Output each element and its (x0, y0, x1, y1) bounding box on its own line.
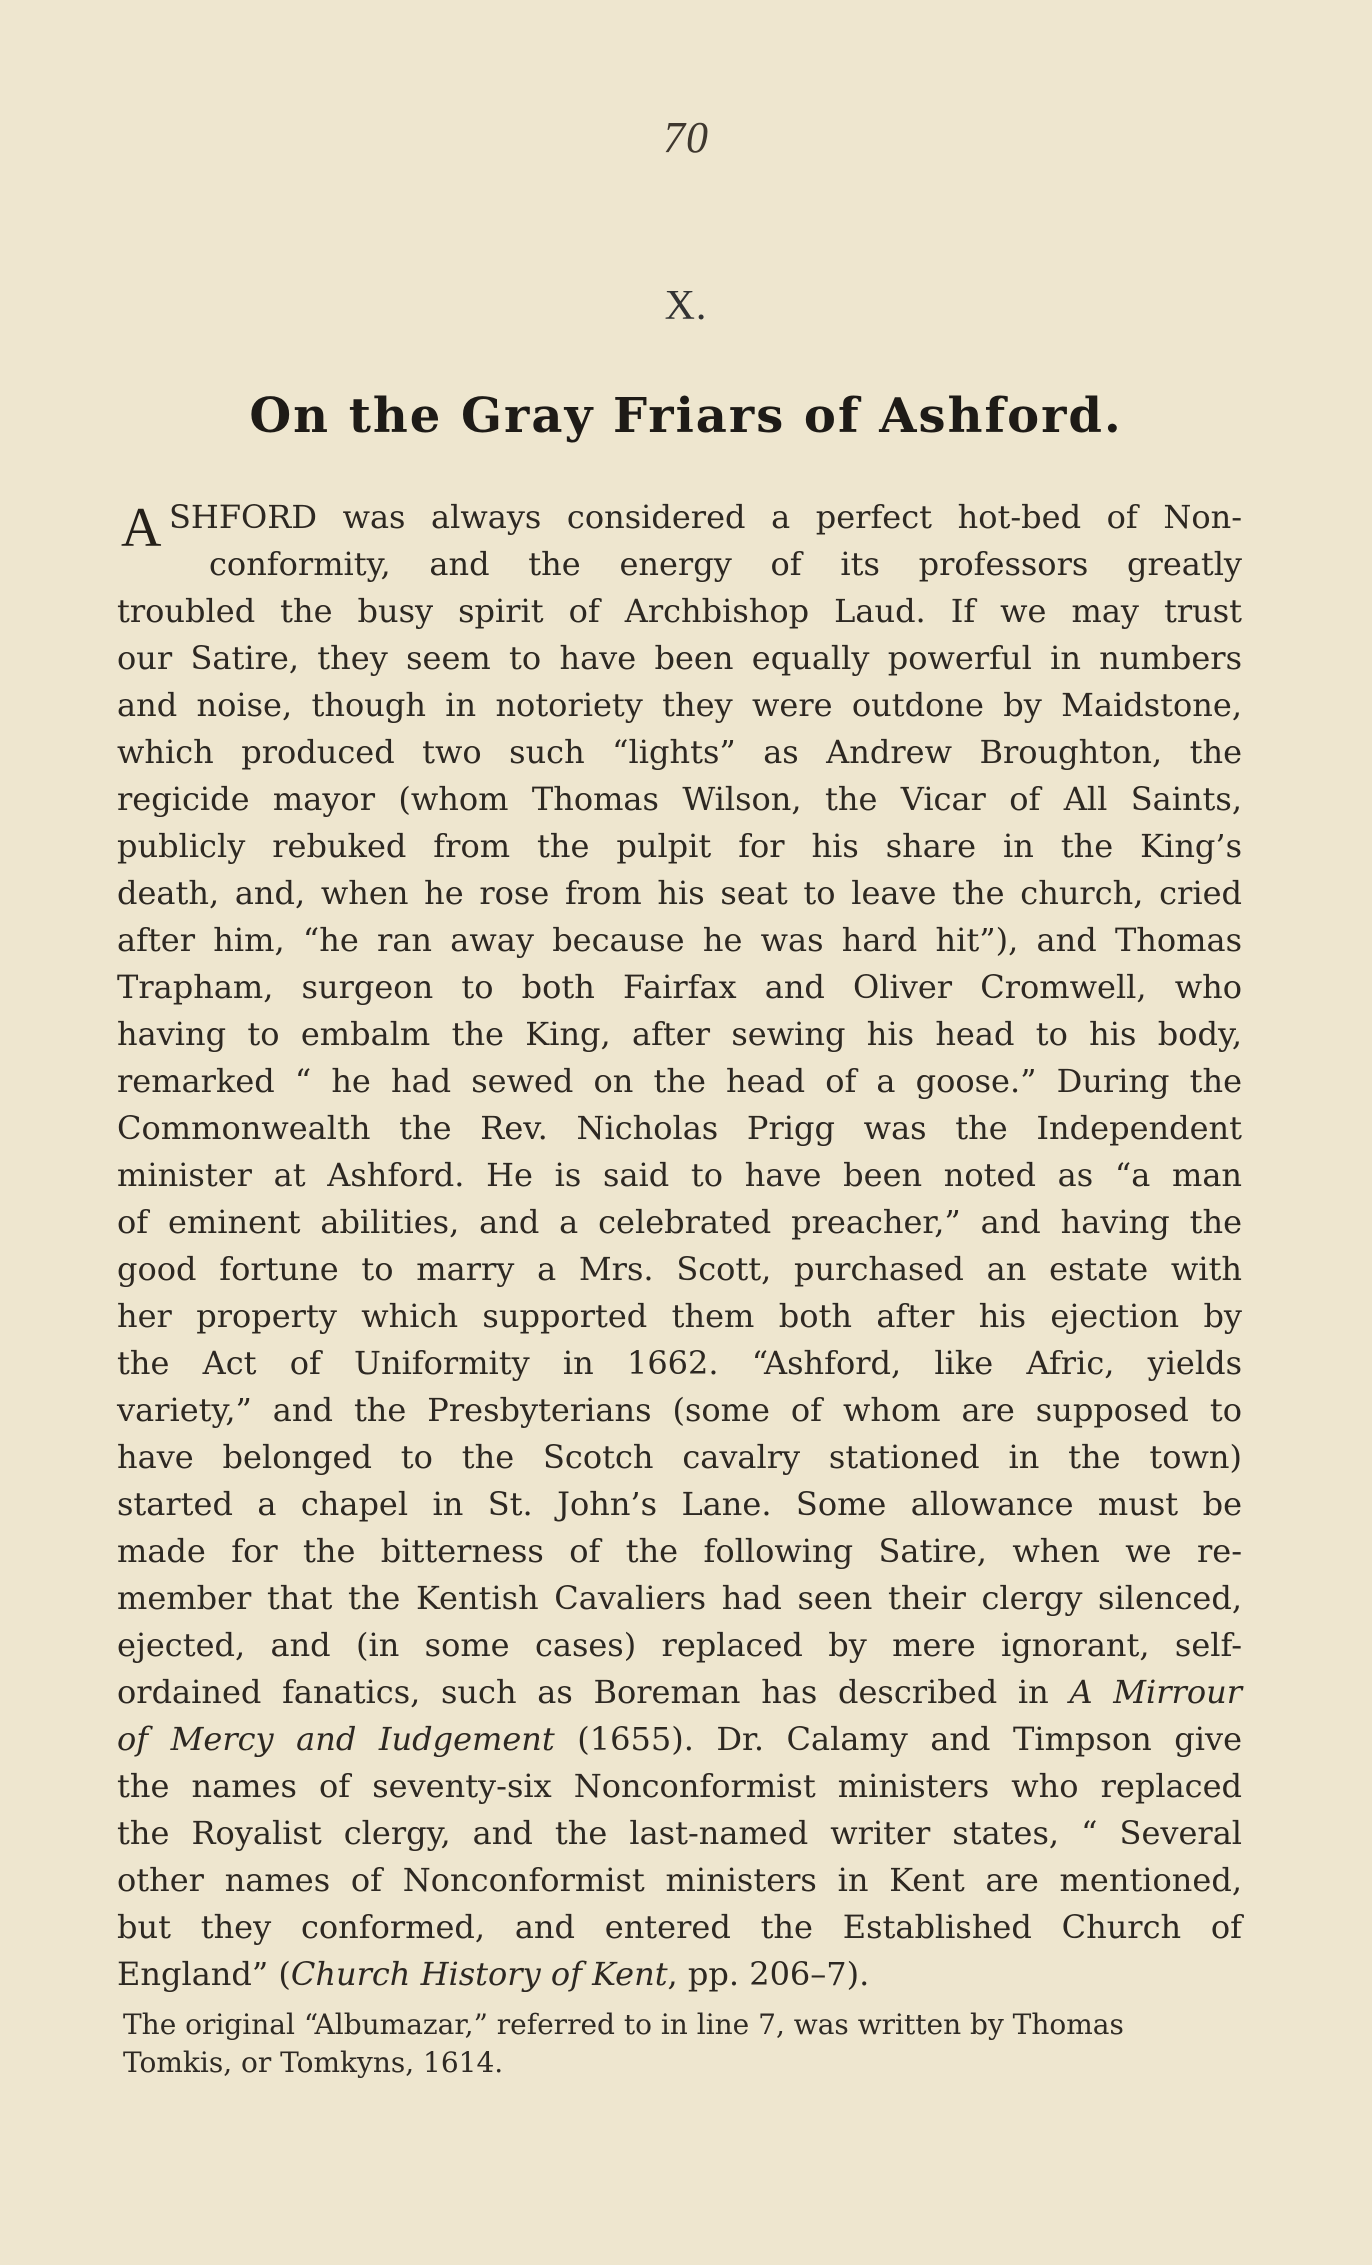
text-line: of eminent abilities, and a celebrated preacher,” and having the (117, 1203, 1242, 1241)
text-line: publicly rebuked from the pulpit for his share in the King’s (117, 827, 1242, 865)
chapter-number: X. (664, 283, 708, 329)
text-line: having to embalm the King, after sewing his head to his body, (117, 1015, 1242, 1053)
text-line: started a chapel in St. John’s Lane. Some allowance must be (117, 1485, 1242, 1523)
text-line: Commonwealth the Rev. Nicholas Prigg was the Independent (117, 1109, 1242, 1147)
book-title-italic: Church History of Kent (290, 1955, 668, 1993)
book-title-italic: A Mirrour (1069, 1673, 1243, 1711)
text-line: good fortune to marry a Mrs. Scott, purchased an estate with (117, 1250, 1242, 1288)
text-line: our Satire, they seem to have been equally powerful in numbers (117, 639, 1242, 677)
text-segment: , pp. 206–7). (667, 1955, 870, 1993)
book-title-italic: of Mercy and Iudgement (117, 1720, 555, 1758)
drop-cap: A (121, 497, 162, 559)
text-line: which produced two such “lights” as Andrew Broughton, the (117, 733, 1242, 771)
text-line: remarked “ he had sewed on the head of a goose.” During the (117, 1062, 1242, 1100)
text-line: regicide mayor (whom Thomas Wilson, the Vicar of All Saints, (117, 780, 1242, 818)
body-paragraph (117, 494, 1242, 1998)
text-line: conformity, and the energy of its professors greatly (209, 545, 1242, 583)
text-line: ejected, and (in some cases) replaced by mere ignorant, self- (117, 1626, 1242, 1664)
text-line: death, and, when he rose from his seat to leave the church, cried (117, 874, 1242, 912)
text-line (117, 1669, 1242, 1716)
footnote-line: Tomkis, or Tomkyns, 1614. (123, 2046, 504, 2079)
text-line: other names of Nonconformist ministers in Kent are mentioned, (117, 1861, 1242, 1899)
text-line: made for the bitterness of the following Satire, when we re- (117, 1532, 1242, 1570)
text-line: the names of seventy-six Nonconformist ministers who replaced (117, 1767, 1242, 1805)
text-line: Trapham, surgeon to both Fairfax and Oliver Cromwell, who (117, 968, 1242, 1006)
text-line: the Royalist clergy, and the last-named writer states, “ Several (117, 1814, 1242, 1852)
text-line (117, 1716, 1242, 1763)
text-line: her property which supported them both after his ejection by (117, 1297, 1242, 1335)
text-segment: (1655). Dr. Calamy and Timpson give (554, 1720, 1243, 1758)
text-line: member that the Kentish Cavaliers had seen their clergy silenced, (117, 1579, 1242, 1617)
text-line: minister at Ashford. He is said to have been noted as “a man (117, 1156, 1242, 1194)
text-line: the Act of Uniformity in 1662. “Ashford, like Afric, yields (117, 1344, 1242, 1382)
text-line (117, 1951, 1242, 1998)
footnote (123, 2006, 1243, 2082)
text-segment: ordained fanatics, such as Boreman has described in (117, 1673, 1070, 1711)
text-line: and noise, though in notoriety they were outdone by Maidstone, (117, 686, 1242, 724)
text-line: troubled the busy spirit of Archbishop Laud. If we may trust (117, 592, 1242, 630)
text-segment: England” ( (117, 1955, 291, 1993)
page-number: 70 (663, 113, 709, 162)
text-line: variety,” and the Presbyterians (some of whom are supposed to (117, 1391, 1242, 1429)
text-line: after him, “he ran away because he was hard hit”), and Thomas (117, 921, 1242, 959)
text-line (117, 494, 1242, 559)
page-title: On the Gray Friars of Ashford. (249, 388, 1123, 444)
text-line-content: SHFORD was always considered a perfect hot-bed of Non- (169, 498, 1242, 536)
text-line: have belonged to the Scotch cavalry stationed in the town) (117, 1438, 1242, 1476)
footnote-line: The original “Albumazar,” referred to in line 7, was written by Thomas (123, 2008, 1124, 2041)
text-line: but they conformed, and entered the Established Church of (117, 1908, 1242, 1946)
